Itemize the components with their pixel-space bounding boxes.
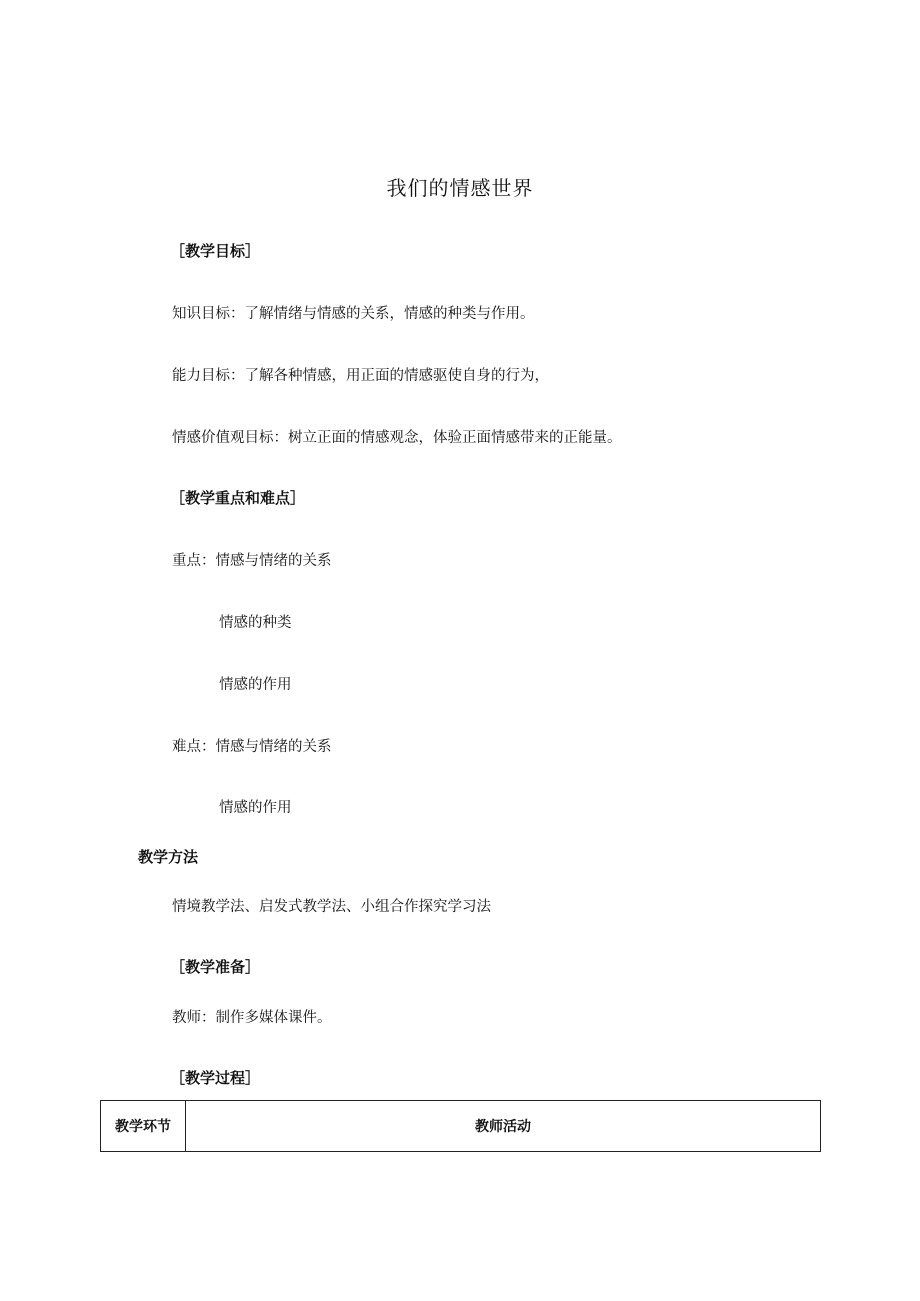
focus-point-3: 情感的作用 (219, 677, 292, 693)
methods-text: 情境教学法、启发式教学法、小组合作探究学习法 (172, 899, 491, 915)
focus-point-2: 情感的种类 (219, 615, 292, 631)
table-header-stage: 教学环节 (101, 1101, 186, 1152)
values-objective: 情感价值观目标：树立正面的情感观念，体验正面情感带来的正能量。 (172, 430, 622, 446)
process-table (100, 1100, 821, 1152)
difficulty-point-2: 情感的作用 (219, 800, 292, 816)
focus-point-1: 重点：情感与情绪的关系 (172, 553, 332, 569)
table-header-row (101, 1101, 821, 1152)
preparation-heading: ［教学准备］ (170, 958, 261, 976)
knowledge-objective: 知识目标：了解情绪与情感的关系，情感的种类与作用。 (172, 306, 535, 322)
ability-objective: 能力目标：了解各种情感，用正面的情感驱使自身的行为， (172, 368, 549, 384)
objectives-heading: ［教学目标］ (170, 242, 261, 260)
document-title: 我们的情感世界 (386, 176, 534, 200)
table-header-teacher-activity: 教师活动 (186, 1101, 821, 1152)
key-points-heading: ［教学重点和难点］ (170, 489, 306, 507)
difficulty-point-1: 难点：情感与情绪的关系 (172, 739, 332, 755)
methods-heading: 教学方法 (138, 848, 199, 866)
preparation-text: 教师：制作多媒体课件。 (172, 1010, 332, 1026)
process-heading: ［教学过程］ (170, 1069, 261, 1087)
